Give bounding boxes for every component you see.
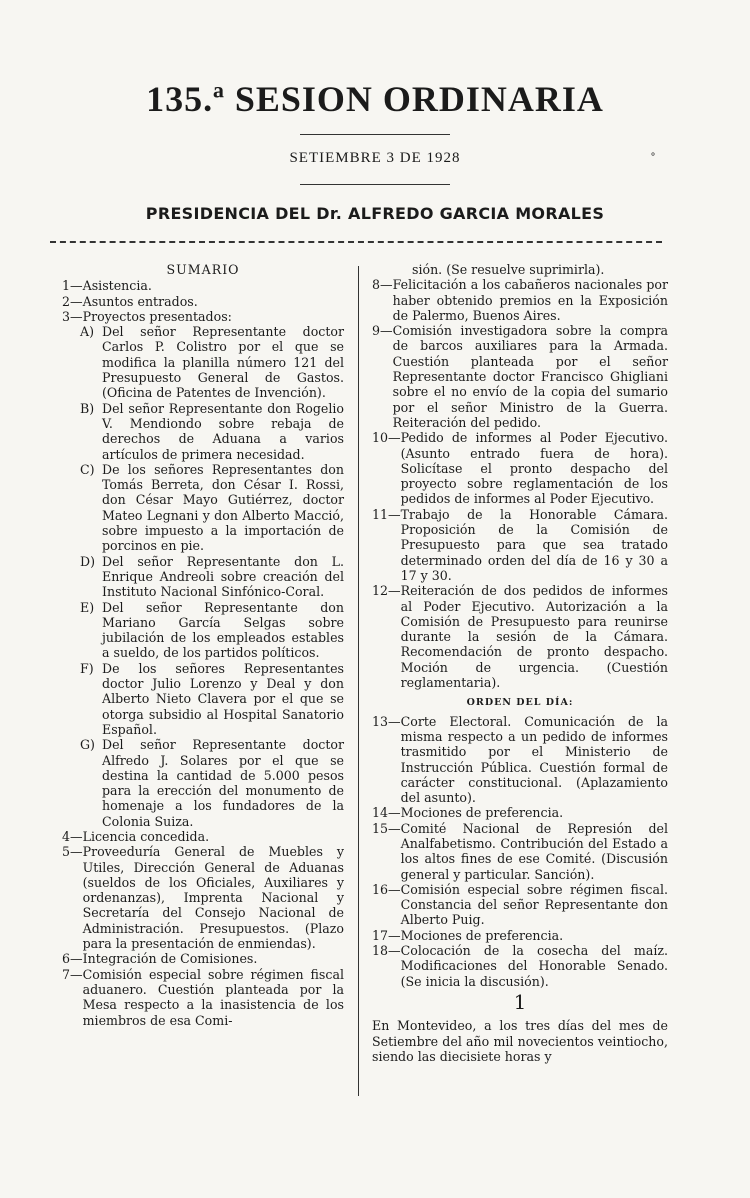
subitem-text: Del señor Representante don Rogelio V. Mendiondo sobre rebaja de derechos de Aduana a varios artículos de primera necesidad. [102, 400, 344, 462]
subitem-letter: D) [80, 553, 96, 569]
summary-item [372, 928, 668, 943]
header-separator [50, 241, 662, 243]
column-divider [358, 266, 359, 1096]
summary-title: SUMARIO [166, 262, 240, 277]
item-text: Mociones de preferencia. [400, 805, 564, 821]
item-number: 3— [62, 308, 83, 324]
item-text: Reiteración de dos pedidos de informes al Poder Ejecutivo. Autorización a la Comisión de Presupuesto para reunirse durante la sesión de la Cámara. Recomendación de pronto despacho. Moción de urgencia. (Cuestión reglamentaria). [400, 583, 668, 691]
section-paragraph: En Montevideo, a los tres días del mes de Setiembre del año mil novecientos veintiocho, siendo las diecisiete horas y [372, 1018, 668, 1064]
item-number: 8— [372, 277, 393, 293]
summary-item [372, 277, 668, 323]
summary-item [372, 805, 668, 820]
summary-item [372, 323, 668, 430]
summary-subitem [80, 462, 344, 554]
presidency-heading: PRESIDENCIA DEL Dr. ALFREDO GARCIA MORALES [145, 204, 605, 223]
summary-item [62, 967, 344, 1028]
summary-item [372, 583, 668, 690]
subitem-text: De los señores Representantes don Tomás Berreta, don César I. Rossi, don César Mayo Gutiérrez, doctor Mateo Legnani y don Alberto Macció, sobre impuesto a la importación de porcinos en pie. [102, 461, 344, 554]
subitem-letter: G) [80, 737, 95, 753]
item-text: Asistencia. [82, 278, 152, 294]
summary-item [372, 714, 668, 806]
item-text: Felicitación a los cabañeros nacionales por haber obtenido premios en la Exposición de Palermo, Buenos Aires. [392, 277, 668, 323]
title-rule [300, 134, 450, 135]
summary-item [62, 278, 344, 293]
order-of-day-title: ORDEN DEL DÍA: [466, 697, 574, 709]
item-number: 11— [372, 506, 401, 522]
summary-right-column [372, 262, 668, 1064]
item-7-continuation: sión. (Se resuelve suprimirla). [412, 262, 605, 277]
item-text: Comisión especial sobre régimen fiscal aduanero. Cuestión planteada por la Mesa respecto a la inasistencia de los miembros de esa Comi- [82, 966, 344, 1028]
item-number: 15— [372, 820, 401, 836]
item-text: Asuntos entrados. [82, 293, 198, 309]
section-number: 1 [513, 989, 527, 1014]
subitem-text: Del señor Representante doctor Carlos P. Colistro por el que se modifica la planilla número 121 del Presupuesto General de Gastos. (Oficina de Patentes de Invención). [102, 324, 344, 401]
item-text: Comisión especial sobre régimen fiscal. Constancia del señor Representante don Alberto Puig. [400, 881, 668, 928]
subitem-text: Del señor Representante doctor Alfredo J. Solares por el que se destina la cantidad de 5.000 pesos para la erección del monumento de homenaje a los fundadores de la Colonia Suiza. [102, 737, 344, 829]
item-number: 5— [62, 844, 83, 860]
item-number: 4— [62, 828, 83, 844]
subitem-letter: A) [80, 324, 95, 340]
summary-item [62, 951, 344, 966]
summary-item [62, 844, 344, 951]
summary-item [372, 821, 668, 882]
item-number: 18— [372, 943, 401, 959]
item-text: Proveeduría General de Muebles y Utiles, Dirección General de Aduanas (sueldos de los Oficiales, Auxiliares y ordenanzas), Imprenta Nacional y Secretaría del Consejo Nacional de Administración. Presupuestos. (Plazo para la presentación de enmiendas). [82, 844, 344, 952]
item-text: Proyectos presentados: [82, 308, 232, 324]
item-number: 6— [62, 951, 83, 967]
summary-item [372, 882, 668, 928]
subitem-letter: B) [80, 400, 95, 416]
item-number: 17— [372, 927, 401, 943]
summary-subitem [80, 661, 344, 737]
subitem-text: De los señores Representantes doctor Julio Lorenzo y Deal y don Alberto Nieto Clavera por el que se otorga subsidio al Hospital Sanatorio Español. [102, 660, 344, 737]
item-text: Comisión investigadora sobre la compra de barcos auxiliares para la Armada. Cuestión planteada por el señor Representante doctor Francisco Ghigliani sobre el no envío de la copia del sumario por el señor Ministro de la Guerra. Reiteración del pedido. [392, 323, 668, 430]
summary-item [372, 430, 668, 506]
subitem-letter: E) [80, 599, 95, 615]
item-text: Mociones de preferencia. [400, 927, 564, 943]
summary-item [62, 294, 344, 309]
item-number: 9— [372, 323, 393, 339]
item-number: 7— [62, 966, 83, 982]
session-title: 135.ª SESION ORDINARIA [146, 79, 604, 119]
summary-subitem [80, 554, 344, 600]
summary-item [372, 943, 668, 989]
margin-mark: ˚ [650, 152, 656, 166]
item-number: 14— [372, 805, 401, 821]
item-text: Integración de Comisiones. [82, 951, 258, 967]
summary-subitem [80, 401, 344, 462]
date-rule [300, 184, 450, 185]
item-text: Colocación de la cosecha del maíz. Modificaciones del Honorable Senado. (Se inicia la discusión). [400, 943, 668, 989]
item-text: Comité Nacional de Represión del Analfabetismo. Contribución del Estado a los altos fines de ese Comité. (Discusión general y particular. Sanción). [400, 820, 668, 882]
item-number: 12— [372, 583, 401, 599]
item-number: 16— [372, 881, 401, 897]
subitem-letter: F) [80, 660, 94, 676]
subitem-text: Del señor Representante don L. Enrique Andreoli sobre creación del Instituto Nacional Sinfónico-Coral. [102, 553, 344, 600]
item-number: 1— [62, 278, 83, 294]
subitem-text: Del señor Representante don Mariano García Selgas sobre jubilación de los empleados estables a sueldo, de los partidos políticos. [102, 599, 344, 661]
item-number: 10— [372, 430, 401, 446]
summary-subitem [80, 324, 344, 400]
summary-subitem [80, 600, 344, 661]
summary-item [372, 507, 668, 583]
item-number: 13— [372, 713, 401, 729]
item-text: Trabajo de la Honorable Cámara. Proposición de la Comisión de Presupuesto para que sea tratado determinado orden del día de 16 y 30 a 17 y 30. [400, 506, 668, 583]
summary-subitem [80, 737, 344, 829]
item-number: 2— [62, 293, 83, 309]
item-text: Licencia concedida. [82, 828, 210, 844]
summary-item [62, 309, 344, 324]
session-date: SETIEMBRE 3 DE 1928 [289, 150, 461, 166]
subitem-letter: C) [80, 461, 95, 477]
item-text: Corte Electoral. Comunicación de la misma respecto a un pedido de informes trasmitido por el Ministerio de Instrucción Pública. Cuestión formal de carácter constitucional. (Aplazamiento del asunto). [400, 713, 668, 806]
summary-left-column [62, 262, 344, 1028]
summary-item [62, 829, 344, 844]
item-text: Pedido de informes al Poder Ejecutivo. (Asunto entrado fuera de hora). Solicítase el pronto despacho del proyecto sobre reglamentación de los pedidos de informes al Poder Ejecutivo. [400, 430, 668, 507]
